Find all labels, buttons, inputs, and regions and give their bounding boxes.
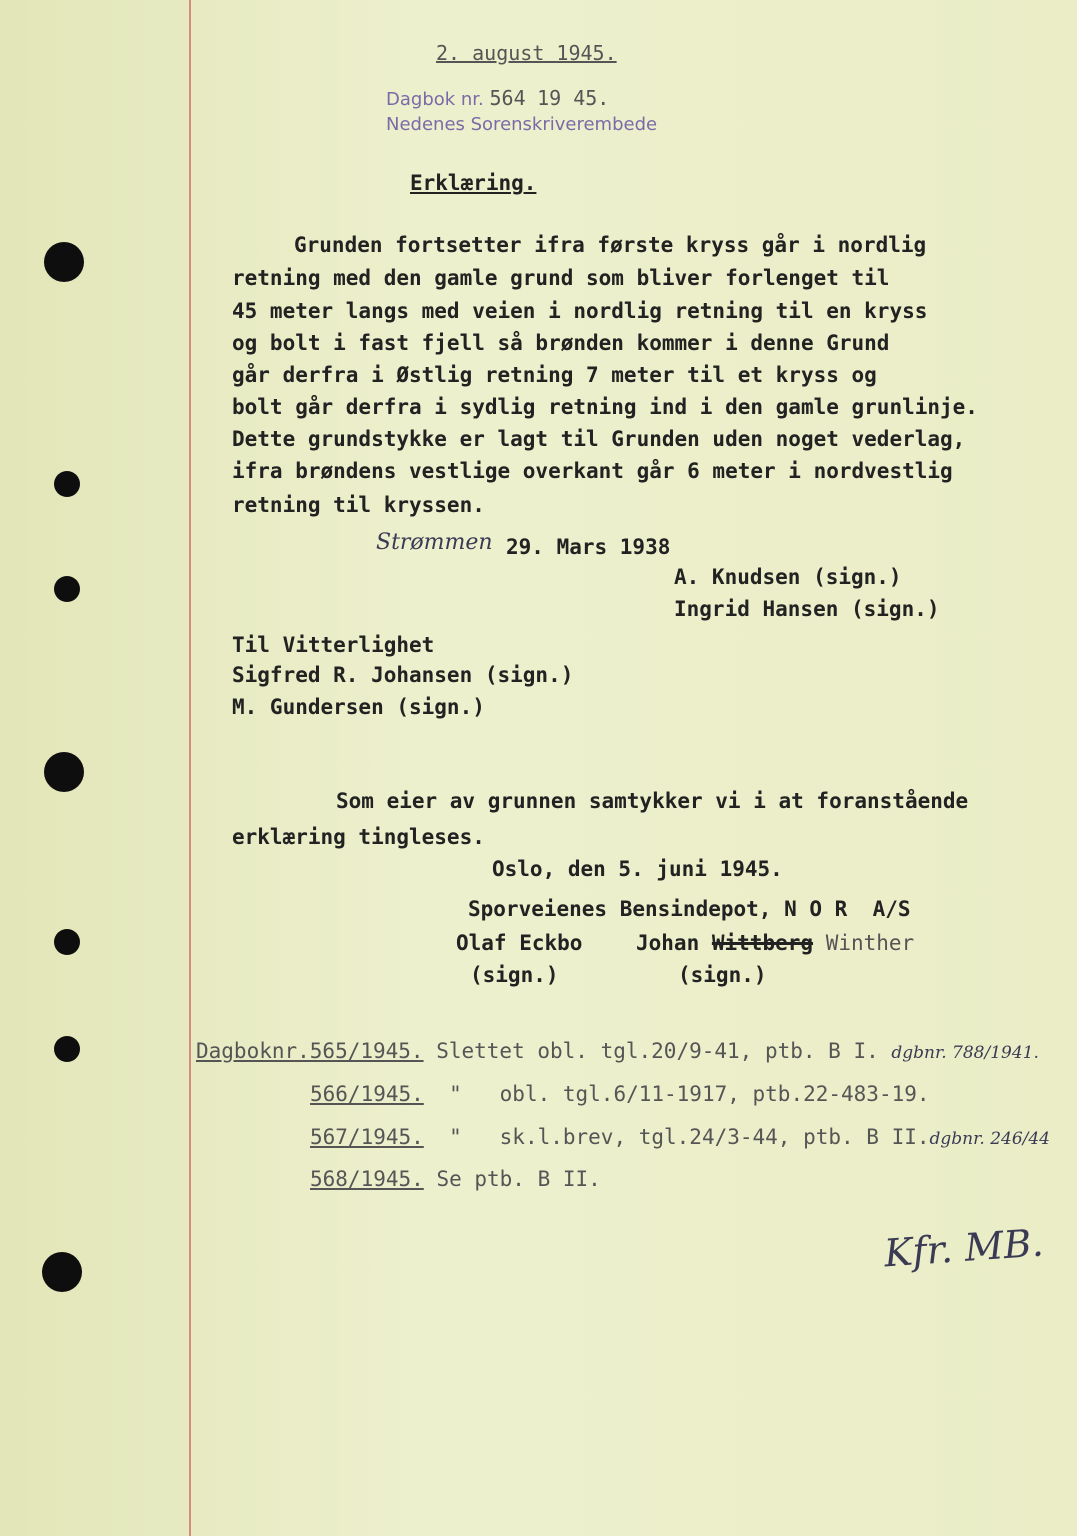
registry-entry [310, 1124, 1050, 1152]
registry-ref: 566/1945. [310, 1082, 424, 1106]
body-line: retning med den gamle grund som bliver forlenget til [232, 266, 890, 290]
registry-note: dgbnr. 246/44 [929, 1129, 1051, 1149]
body-line: og bolt i fast fjell så brønden kommer i denne Grund [232, 331, 890, 355]
document-title: Erklæring. [410, 171, 537, 195]
signature-line: A. Knudsen (sign.) [674, 565, 902, 589]
consent-line: erklæring tingleses. [232, 825, 485, 849]
punch-hole [44, 752, 84, 792]
margin-rule [189, 0, 191, 1536]
registry-ref: 568/1945. [310, 1167, 424, 1191]
registry-ref: 567/1945. [310, 1125, 424, 1149]
company-name: Sporveienes Bensindepot, N O R A/S [468, 897, 911, 921]
place-date: 29. Mars 1938 [506, 535, 671, 559]
witness-line: Sigfred R. Johansen (sign.) [232, 663, 574, 687]
body-line: bolt går derfra i sydlig retning ind i den gamle grunlinje. [232, 395, 978, 419]
registry-ref: Dagboknr.565/1945. [196, 1039, 424, 1063]
document-date: 2. august 1945. [436, 41, 617, 65]
stamp-year: 19 45. [537, 86, 610, 110]
registry-text: " obl. tgl.6/11-1917, ptb.22-483-19. [423, 1082, 930, 1106]
corrected-surname: Winther [825, 931, 915, 955]
witness-line: M. Gundersen (sign.) [232, 695, 485, 719]
handwritten-place: Strømmen [376, 530, 493, 555]
company-signer: Olaf Eckbo [456, 931, 583, 955]
handwritten-initials: Kfr. MB. [882, 1220, 1045, 1276]
registry-entry [310, 1166, 601, 1192]
body-line: Dette grundstykke er lagt til Grunden uden noget vederlag, [232, 427, 966, 451]
company-signer-2 [636, 930, 914, 956]
witness-heading: Til Vitterlighet [232, 633, 435, 657]
punch-hole [54, 1036, 80, 1062]
punch-hole [54, 929, 80, 955]
signer-sign: (sign.) [678, 963, 767, 987]
body-line: ifra brøndens vestlige overkant går 6 meter i nordvestlig [232, 459, 953, 483]
registry-text: Slettet obl. tgl.20/9-41, ptb. B I. [423, 1039, 879, 1063]
body-line: går derfra i Østlig retning 7 meter til et kryss og [232, 363, 877, 387]
body-line: 45 meter langs med veien i nordlig retning til en kryss [232, 299, 928, 323]
stamp-number: 564 [489, 86, 526, 110]
body-line: retning til kryssen. [232, 493, 485, 517]
signer-first-name: Johan [636, 931, 700, 955]
signature-line: Ingrid Hansen (sign.) [674, 597, 940, 621]
registry-entry [310, 1081, 930, 1107]
stamp-prefix: Dagbok nr. [386, 89, 484, 110]
punch-hole [54, 576, 80, 602]
consent-line: Som eier av grunnen samtykker vi i at foranstående [336, 789, 969, 813]
office-stamp: Nedenes Sorenskriverembede [386, 114, 658, 135]
punch-hole [44, 242, 84, 282]
punch-hole [42, 1252, 82, 1292]
consent-place-date: Oslo, den 5. juni 1945. [492, 857, 783, 881]
registry-text: " sk.l.brev, tgl.24/3-44, ptb. B II. [423, 1125, 930, 1149]
registry-entry [196, 1038, 1039, 1066]
journal-stamp [386, 86, 609, 110]
body-line: Grunden fortsetter ifra første kryss går i nordlig [294, 233, 927, 257]
signer-sign: (sign.) [470, 963, 559, 987]
struck-surname: Wittberg [711, 931, 814, 955]
registry-text: Se ptb. B II. [423, 1167, 601, 1191]
registry-note: dgbnr. 788/1941. [891, 1043, 1039, 1063]
punch-hole [54, 471, 80, 497]
